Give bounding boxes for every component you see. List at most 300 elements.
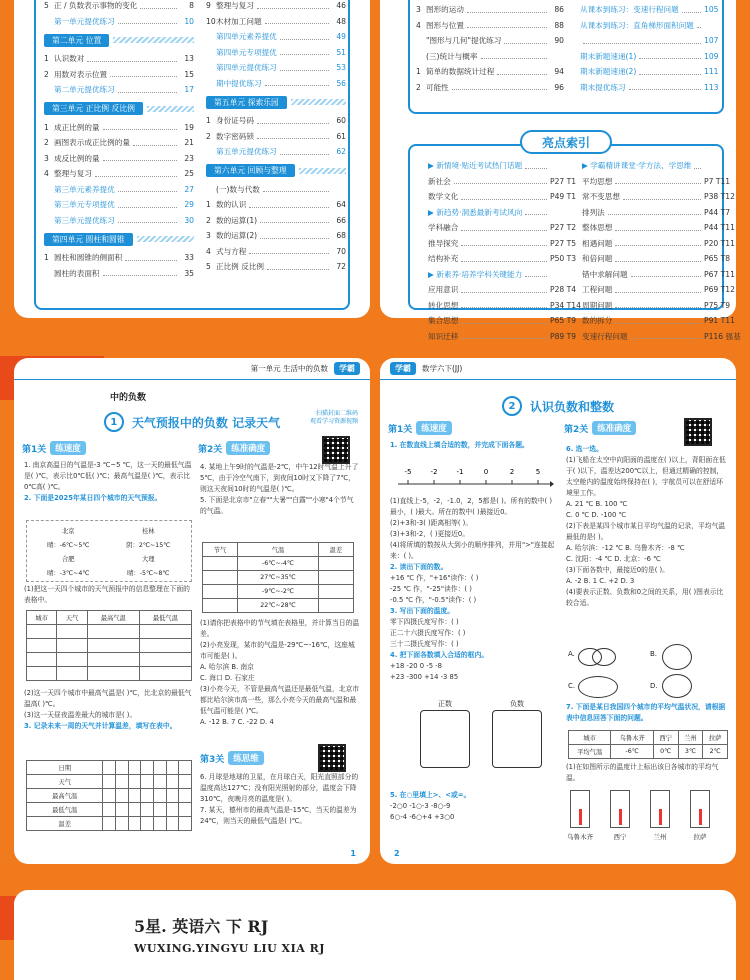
- entry-number: 5: [206, 262, 211, 272]
- entry-title: 身份证号码: [216, 116, 254, 126]
- toc-entry: [416, 33, 564, 49]
- toc-entry: [572, 236, 735, 252]
- entry-dots: [257, 133, 329, 139]
- toc-entry: [572, 329, 741, 345]
- entry-dots: [110, 71, 177, 77]
- toc-entry: [572, 313, 735, 329]
- table-cell: [318, 599, 353, 613]
- entry-dots: [257, 118, 329, 124]
- table-cell: [166, 803, 179, 817]
- table-header: 温差: [318, 543, 353, 557]
- entry-title: 认识数对: [54, 54, 85, 64]
- table-cell: 0℃: [653, 745, 678, 759]
- entry-title: 平均思想: [582, 176, 613, 186]
- table-row: [27, 817, 192, 831]
- entry-page: P69 T12: [704, 285, 735, 295]
- thermometer-mercury: [699, 809, 702, 825]
- table-cell: [141, 775, 154, 789]
- toc-entry: [570, 2, 718, 18]
- table-cell: [116, 775, 129, 789]
- table-row: [27, 761, 192, 775]
- entry-title: 新社会: [428, 176, 451, 186]
- entry-title: 数的认识: [216, 200, 247, 210]
- entry-title: 第一单元提优练习: [54, 16, 115, 26]
- entry-dots: [118, 202, 177, 208]
- question-text: (3)下面各数中，最接近0的是( )。: [566, 566, 669, 574]
- table-header: 天气: [57, 611, 87, 625]
- toc-entry: [206, 45, 346, 61]
- table-row: [203, 543, 354, 557]
- section-stripe: [137, 236, 194, 242]
- table-cell: [128, 789, 141, 803]
- table-cell: 乌鲁木齐: [611, 731, 653, 745]
- entry-title: 数学文化: [428, 192, 459, 202]
- entry-page: 88: [554, 20, 564, 30]
- entry-number: 2: [206, 215, 211, 225]
- entry-page: 56: [336, 78, 346, 88]
- entry-title: 从课本到练习：变速行程问题: [580, 5, 679, 15]
- question-text: (2)下表是某四个城市某日平均气温的记录，平均气温最低的是( )。: [566, 522, 726, 541]
- entry-number: 2: [44, 69, 49, 79]
- question-text: 6. 选一选。: [566, 445, 603, 453]
- entry-page: P28 T4: [550, 285, 577, 295]
- table-cell: [179, 789, 192, 803]
- section-label: 第四单元 圆柱和圆锥: [44, 233, 133, 246]
- entry-number: 1: [206, 116, 211, 126]
- venn-circle: [662, 674, 692, 698]
- thermometer-label: 拉萨: [693, 833, 707, 841]
- entry-dots: [497, 69, 547, 75]
- table-cell: [128, 803, 141, 817]
- entry-page: 51: [336, 47, 346, 57]
- question-text: +18 -20 0 -5 -8: [390, 662, 442, 670]
- entry-page: P44 T11: [704, 223, 735, 233]
- question-text: 5. 下面是北京市"立春""大暑""白露""小寒"4个节气的气温。: [200, 496, 354, 515]
- toc-entry: [572, 189, 735, 205]
- table-cell: [128, 761, 141, 775]
- table-cell: [141, 789, 154, 803]
- entry-title: 应用意识: [428, 285, 459, 295]
- thermometer-mercury: [579, 809, 582, 825]
- question-text: A. -12 B. 7 C. -22 D. 4: [200, 718, 274, 726]
- forecast-value: 晴：-6℃~5℃: [47, 541, 90, 549]
- toc-entry: [418, 282, 577, 298]
- question-text: (4)将所填的数按从大到小的顺序排列，并用">"连接起来：( )。: [390, 541, 555, 560]
- page-header: [14, 358, 370, 380]
- entry-page: 105: [704, 5, 719, 15]
- toc-entry: [206, 0, 346, 14]
- book-pinyin: WUXING.YINGYU LIU XIA RJ: [134, 942, 325, 955]
- section-label: 第二单元 位置: [44, 34, 109, 47]
- entry-page: P20 T11: [704, 238, 735, 248]
- entry-dots: [280, 34, 329, 40]
- table-cell: [153, 761, 166, 775]
- question-text: 2. 下面是2025年某日四个城市的天气预报。: [24, 494, 162, 502]
- entry-title: 整理与复习: [54, 169, 92, 179]
- entry-title: 推导探究: [428, 238, 459, 248]
- entry-dots: [118, 217, 177, 223]
- toc-entry: [416, 49, 564, 65]
- week-record-table: [26, 760, 192, 831]
- toc-column-2: [206, 0, 346, 275]
- entry-dots: [504, 38, 547, 44]
- entry-title: 成反比例的量: [54, 153, 100, 163]
- row-header: 日期: [27, 761, 103, 775]
- lesson-title: 天气预报中的负数 记录天气: [131, 415, 281, 430]
- table-cell: 城市: [569, 731, 611, 745]
- entry-page: 61: [336, 131, 346, 141]
- toc-entry: [572, 220, 735, 236]
- entry-dots: [615, 318, 701, 324]
- table-cell: [103, 761, 116, 775]
- table-cell: [179, 803, 192, 817]
- question-text: (3)+3和-2，( )更接近0。: [390, 530, 469, 538]
- entry-title: 第三单元专项提优: [54, 200, 115, 210]
- question-text: A. 哈尔滨：-12 ℃ B. 乌鲁木齐：-8 ℃: [566, 544, 685, 552]
- number-line-label: -1: [456, 468, 464, 476]
- entry-title: 工程问题: [582, 285, 613, 295]
- toc-entry: [416, 2, 564, 18]
- entry-page: 107: [704, 36, 719, 46]
- stage-1-bar: [388, 420, 452, 436]
- forecast-box: [26, 520, 192, 582]
- question-text: C. 海口 D. 石家庄: [200, 674, 255, 682]
- table-header: 节气: [203, 543, 238, 557]
- question-text: (1)把这一天四个城市的天气预报中的信息整理在下面的表格中。: [24, 585, 190, 604]
- entry-title: 和倍问题: [582, 254, 613, 264]
- toc-column-1: [44, 0, 194, 281]
- toc-entry: [570, 49, 718, 65]
- toc-entry: [418, 220, 577, 236]
- entry-title: 知识迁移: [428, 331, 459, 341]
- sample-page-left: [14, 358, 370, 864]
- question-text: -2○0 -1○-3 -8○-9: [390, 802, 451, 810]
- entry-dots: [249, 248, 329, 254]
- toc-entry: [416, 18, 564, 34]
- toc-entry: [44, 250, 194, 266]
- index-title: 亮点索引: [520, 130, 612, 154]
- toc-entry: [206, 213, 346, 229]
- entry-dots: [249, 202, 329, 208]
- header-unit: 第一单元 生活中的负数: [250, 364, 328, 373]
- entry-title: 第二单元提优练习: [54, 85, 115, 95]
- entry-number: 4: [206, 246, 211, 256]
- resource-tag: 观看学习资源视频: [309, 417, 358, 425]
- entry-dots: [452, 84, 547, 90]
- venn-circle: [592, 648, 616, 666]
- entry-title: 数的拆分: [582, 316, 613, 326]
- entry-number: 1: [206, 200, 211, 210]
- entry-dots: [583, 38, 701, 44]
- stage-3-bar: [200, 750, 264, 766]
- entry-dots: [623, 194, 701, 200]
- entry-page: P89 T9: [550, 331, 577, 341]
- question-text: 6. 月球是地球的卫星，在月球白天，阳光直照部分的温度高达127℃；没有阳光照射的部分，温度会下降310℃，夜晚月亮的温度是( )。: [200, 773, 359, 803]
- entry-title: 画图表示成正比例的量: [54, 138, 130, 148]
- row-header: 天气: [27, 775, 103, 789]
- toc-entry: [206, 76, 346, 92]
- toc-entry: [206, 14, 346, 30]
- entry-title: 学科融合: [428, 223, 459, 233]
- entry-dots: [103, 155, 177, 161]
- questions-col-2: [566, 444, 728, 609]
- table-cell: [153, 775, 166, 789]
- entry-dots: [103, 124, 177, 130]
- table-cell: 拉萨: [703, 731, 728, 745]
- toc-entry: [206, 182, 346, 198]
- entry-page: 68: [336, 231, 346, 241]
- entry-number: 1: [44, 54, 49, 64]
- table-cell: [318, 557, 353, 571]
- entry-page: 96: [554, 82, 564, 92]
- questions-col-2c: [200, 772, 360, 827]
- entry-number: 2: [206, 131, 211, 141]
- brand-logo: 学霸: [334, 362, 360, 375]
- entry-dots: [461, 287, 547, 293]
- table-cell: [103, 775, 116, 789]
- entry-title: 周期问题: [582, 300, 613, 310]
- entry-dots: [615, 256, 701, 262]
- toc-entry: [44, 67, 194, 83]
- entry-page: P44 T7: [704, 207, 731, 217]
- entry-title: 整理与复习: [216, 1, 254, 11]
- question-text: (3)小亮今天，不管是最高气温还是最低气温，北京市都比哈尔滨市高一些，那么小亮今天的最高气温和最低气温可能是( )℃。: [200, 685, 360, 715]
- entry-dots: [615, 240, 701, 246]
- lesson-number: 1: [104, 412, 124, 432]
- option-label: B.: [650, 650, 658, 658]
- questions-col-1b: [24, 688, 194, 732]
- stage-label: 第2关: [564, 424, 589, 435]
- toc-entry: [44, 266, 194, 282]
- toc-entry: [570, 80, 718, 96]
- table-cell: 兰州: [678, 731, 703, 745]
- questions-col-1b: [390, 790, 558, 823]
- entry-page: 48: [336, 16, 346, 26]
- toc-card-right: [380, 0, 741, 341]
- question-text: C. 沈阳：-4 ℃ D. 北京：-6 ℃: [566, 555, 661, 563]
- question-text: 1. 南京高温日的气温是-3 ℃~5 ℃，这一天的最低气温是( )℃，表示比0℃低( )℃；最高气温是( )℃，表示比0℃高( )℃。: [24, 461, 192, 491]
- toc-entry: [418, 189, 577, 205]
- stage-name: 练思维: [228, 751, 264, 765]
- row-header: 最高气温: [27, 789, 103, 803]
- stage-name: 练准确度: [592, 421, 636, 435]
- option-label: C.: [568, 682, 576, 690]
- table-cell: [166, 761, 179, 775]
- entry-title: 可能性: [426, 82, 449, 92]
- entry-number: 4: [416, 20, 421, 30]
- entry-number: 4: [44, 169, 49, 179]
- entry-dots: [525, 271, 547, 277]
- entry-page: 33: [184, 253, 194, 263]
- toc-entry: [418, 313, 577, 329]
- entry-dots: [682, 7, 701, 13]
- toc-entry: [418, 298, 581, 314]
- entry-page: 21: [184, 138, 194, 148]
- entry-title: 数的运算(1): [216, 215, 258, 225]
- entry-dots: [260, 217, 329, 223]
- entry-title: 错中求解问题: [582, 269, 628, 279]
- entry-dots: [260, 233, 329, 239]
- question-text: (2)+3和-3( )距离相等( )。: [390, 519, 473, 527]
- entry-page: P27 T1: [550, 176, 577, 186]
- lesson-title: 认识负数和整数: [529, 399, 614, 414]
- table-cell: [153, 817, 166, 831]
- toc-entry: [44, 120, 194, 136]
- lesson-number: 2: [502, 396, 522, 416]
- question-text: -0.5 ℃ 作，"-0.5"读作：( ): [390, 596, 477, 604]
- entry-title: 排列法: [582, 207, 605, 217]
- entry-page: P65 T9: [550, 316, 577, 326]
- entry-page: P65 T8: [704, 254, 731, 264]
- toc-entry: [206, 228, 346, 244]
- toc-entry: [206, 129, 346, 145]
- question-text: (1)在如图所示的温度计上标出该日各城市的平均气温。: [566, 763, 719, 782]
- entry-title: 第五单元提优练习: [216, 147, 277, 157]
- entry-title: 数字密码锁: [216, 131, 254, 141]
- toc-entry: [44, 82, 194, 98]
- positive-box: [420, 700, 470, 768]
- entry-title: 正比例 反比例: [216, 262, 264, 272]
- entry-title: 期末新题速递(1): [580, 51, 637, 61]
- entry-page: 15: [184, 69, 194, 79]
- table-row: [27, 789, 192, 803]
- entry-title: 结构补充: [428, 254, 459, 264]
- toc-entry: [572, 158, 718, 174]
- entry-title: 集合思想: [428, 316, 459, 326]
- entry-number: 2: [416, 82, 421, 92]
- question-text: 4. 把下面各数填入合适的框内。: [390, 651, 489, 659]
- thermometer-mercury: [659, 809, 662, 825]
- entry-title: 木材加工问题: [216, 16, 262, 26]
- entry-page: 25: [184, 169, 194, 179]
- table-cell: [203, 599, 238, 613]
- table-cell: [179, 817, 192, 831]
- entry-page: 53: [336, 63, 346, 73]
- entry-title: 期末新题速递(2): [580, 67, 637, 77]
- entry-title: 圆柱和圆锥的侧面积: [54, 253, 123, 263]
- qr-code: [322, 436, 350, 464]
- questions-col-2c: [566, 762, 728, 784]
- entry-title: ▶ 新趋势·洞悉最新考试风向: [428, 207, 523, 217]
- entry-dots: [694, 163, 701, 169]
- stage-label: 第3关: [200, 754, 225, 765]
- entry-dots: [615, 178, 701, 184]
- city-name: 北京: [61, 527, 75, 535]
- toc-entry: [572, 298, 731, 314]
- question-text: 6○-4 -6○+4 +3○0: [390, 813, 455, 821]
- entry-page: 109: [704, 51, 719, 61]
- entry-dots: [697, 22, 701, 28]
- stage-name: 练准确度: [226, 441, 270, 455]
- table-cell: 平均气温: [569, 745, 611, 759]
- table-cell: [179, 761, 192, 775]
- entry-page: 113: [704, 82, 719, 92]
- toc-section-heading: [44, 231, 194, 247]
- table-cell: -6℃: [611, 745, 653, 759]
- entry-number: 1: [44, 253, 49, 263]
- entry-dots: [481, 53, 548, 59]
- toc-entry: [570, 64, 718, 80]
- thermometer-label: 兰州: [653, 833, 667, 841]
- page-number: 2: [394, 849, 400, 858]
- stage-2-bar: [198, 440, 270, 456]
- question-text: 5. 在○里填上>、<或=。: [390, 791, 471, 799]
- forecast-table: [29, 523, 189, 579]
- entry-number: 1: [44, 122, 49, 132]
- question-text: A. 21 ℃ B. 100 ℃: [566, 500, 628, 508]
- entry-dots: [267, 264, 329, 270]
- table-row: [27, 803, 192, 817]
- entry-title: 第三单元提优练习: [54, 215, 115, 225]
- running-title: 中的负数: [110, 393, 147, 403]
- entry-page: 23: [184, 153, 194, 163]
- entry-dots: [125, 255, 177, 261]
- table-cell: [318, 571, 353, 585]
- table-cell: [116, 803, 129, 817]
- table-cell: 27℃~35℃: [238, 571, 319, 585]
- toc-entry: [418, 329, 577, 345]
- entry-page: 49: [336, 32, 346, 42]
- toc-entry: [44, 14, 194, 30]
- table-cell: 2℃: [703, 745, 728, 759]
- entry-dots: [454, 178, 547, 184]
- entry-page: P38 T12: [704, 192, 735, 202]
- entry-dots: [461, 302, 547, 308]
- question-text: -25 ℃ 作，"-25"读作：( ): [390, 585, 472, 593]
- toc-entry: [44, 197, 194, 213]
- page-header: [380, 358, 736, 380]
- forecast-value: 晴：-5℃~8℃: [127, 569, 170, 577]
- question-text: C. 0 ℃ D. -100 ℃: [566, 511, 627, 519]
- entry-page: P34 T14: [550, 300, 581, 310]
- entry-dots: [87, 56, 177, 62]
- question-text: 3. 记录未来一周的天气并计算温差，填写在表中。: [24, 722, 177, 730]
- table-cell: [103, 803, 116, 817]
- question-text: (1)飞船在太空中向阳面的温度在( )以上，背阳面在低于( )以下，温差达200℃以上，但通过精确的控制，太空舱内的温度始终保持在( )，宇航员可以在舒适环境里工作。: [566, 456, 726, 497]
- question-text: +16 ℃ 作，"+16"读作：( ): [390, 574, 479, 582]
- header-book: 数学六下(JJ): [422, 364, 463, 373]
- table-cell: [153, 803, 166, 817]
- entry-number: 3: [206, 231, 211, 241]
- table-cell: 22℃~28℃: [238, 599, 319, 613]
- entry-title: 期末提优练习: [580, 82, 626, 92]
- entry-page: 66: [336, 215, 346, 225]
- city-name: 大理: [141, 555, 155, 563]
- entry-title: 相遇问题: [582, 238, 613, 248]
- table-cell: -9℃~-2℃: [238, 585, 319, 599]
- entry-page: P75 T9: [704, 300, 731, 310]
- number-line-label: 2: [509, 468, 515, 476]
- forecast-value: 阴：2℃~15℃: [126, 541, 171, 549]
- question-text: 三十二摄氏度写作：( ): [390, 640, 459, 648]
- entry-page: 60: [336, 116, 346, 126]
- entry-dots: [639, 53, 701, 59]
- entry-number: 1: [416, 67, 421, 77]
- entry-dots: [461, 256, 547, 262]
- entry-page: 62: [336, 147, 346, 157]
- thermometer: [690, 790, 710, 828]
- entry-page: 27: [184, 184, 194, 194]
- toc-entry: [206, 113, 346, 129]
- entry-dots: [461, 194, 547, 200]
- toc-entry: [418, 251, 577, 267]
- table-header: 城市: [27, 611, 57, 625]
- question-text: 3. 写出下面的温度。: [390, 607, 455, 615]
- number-line-label: -5: [404, 468, 412, 476]
- table-row: [27, 775, 192, 789]
- row-header: 温差: [27, 817, 103, 831]
- table-cell: [116, 761, 129, 775]
